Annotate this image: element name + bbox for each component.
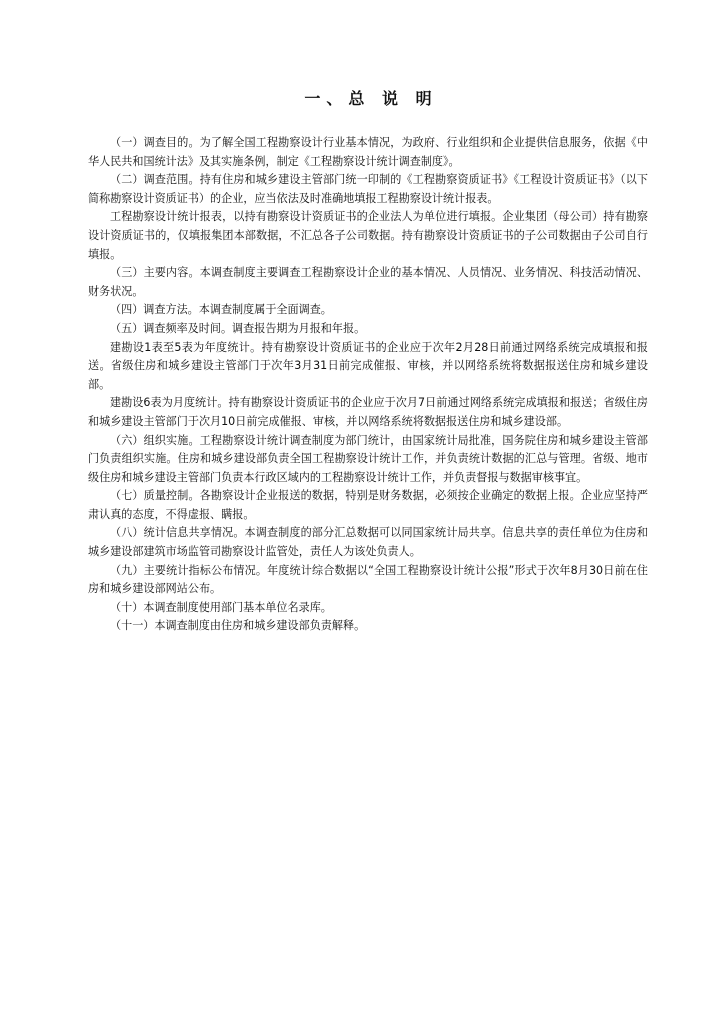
paragraph-main-content: （三）主要内容。本调查制度主要调查工程勘察设计企业的基本情况、人员情况、业务情况、科技活动情况、财务状况。 <box>88 266 648 298</box>
paragraph-organization: （六）组织实施。工程勘察设计统计调查制度为部门统计，由国家统计局批准，国务院住房和城乡建设主管部门负责组织实施。住房和城乡建设部负责全国工程勘察设计统计工作，并负责统计数据的汇总与管理。省级、地市级住房和城乡建设主管部门负责本行政区域内的工程勘察设计统计工作，并负责督报与数据审核事宜。 <box>88 433 648 484</box>
paragraph-survey-scope: （二）调查范围。持有住房和城乡建设主管部门统一印制的《工程勘察资质证书》《工程设计资质证书》（以下简称勘察设计资质证书）的企业，应当依法及时准确地填报工程勘察设计统计报表。 <box>88 173 648 205</box>
paragraph-info-sharing: （八）统计信息共享情况。本调查制度的部分汇总数据可以同国家统计局共享。信息共享的责任单位为住房和城乡建设部建筑市场监管司勘察设计监管处，责任人为该处负责人。 <box>88 526 648 559</box>
page-title: 一、总 说 明 <box>304 89 438 108</box>
paragraph-quality-control: （七）质量控制。各勘察设计企业报送的数据，特别是财务数据，必须按企业确定的数据上报。企业应坚持严肃认真的态度，不得虚报、瞒报。 <box>88 489 648 521</box>
document-page <box>88 86 648 636</box>
paragraph-survey-method: （四）调查方法。本调查制度属于全面调查。 <box>110 303 332 317</box>
paragraph-publication: （九）主要统计指标公布情况。年度统计综合数据以“全国工程勘察设计统计公报”形式于次年8月30日前在住房和城乡建设部网站公布。 <box>88 563 648 596</box>
paragraph-reporting-unit: 工程勘察设计统计报表，以持有勘察设计资质证书的企业法人为单位进行填报。企业集团（母公司）持有勘察设计资质证书的，仅填报集团本部数据，不汇总各子公司数据。持有勘察设计资质证书的子公司数据由子公司自行填报。 <box>88 210 648 261</box>
paragraph-monthly-reporting: 建勘设6表为月度统计。持有勘察设计资质证书的企业应于次月7日前通过网络系统完成填报和报送；省级住房和城乡建设主管部门于次月10日前完成催报、审核，并以网络系统将数据报送住房和城乡建设部。 <box>88 396 648 428</box>
paragraph-annual-reporting: 建勘设1表至5表为年度统计。持有勘察设计资质证书的企业应于次年2月28日前通过网络系统完成填报和报送。省级住房和城乡建设主管部门于次年3月31日前完成催报、审核，并以网络系统将数据报送住房和城乡建设部。 <box>88 340 648 391</box>
paragraph-frequency: （五）调查频率及时间。调查报告期为月报和年报。 <box>110 321 366 335</box>
paragraph-interpretation: （十一）本调查制度由住房和城乡建设部负责解释。 <box>110 619 366 633</box>
paragraph-survey-purpose: （一）调查目的。为了解全国工程勘察设计行业基本情况，为政府、行业组织和企业提供信息服务，依据《中华人民共和国统计法》及其实施条例，制定《工程勘察设计统计调查制度》。 <box>88 136 648 168</box>
paragraph-directory: （十）本调查制度使用部门基本单位名录库。 <box>110 600 332 614</box>
